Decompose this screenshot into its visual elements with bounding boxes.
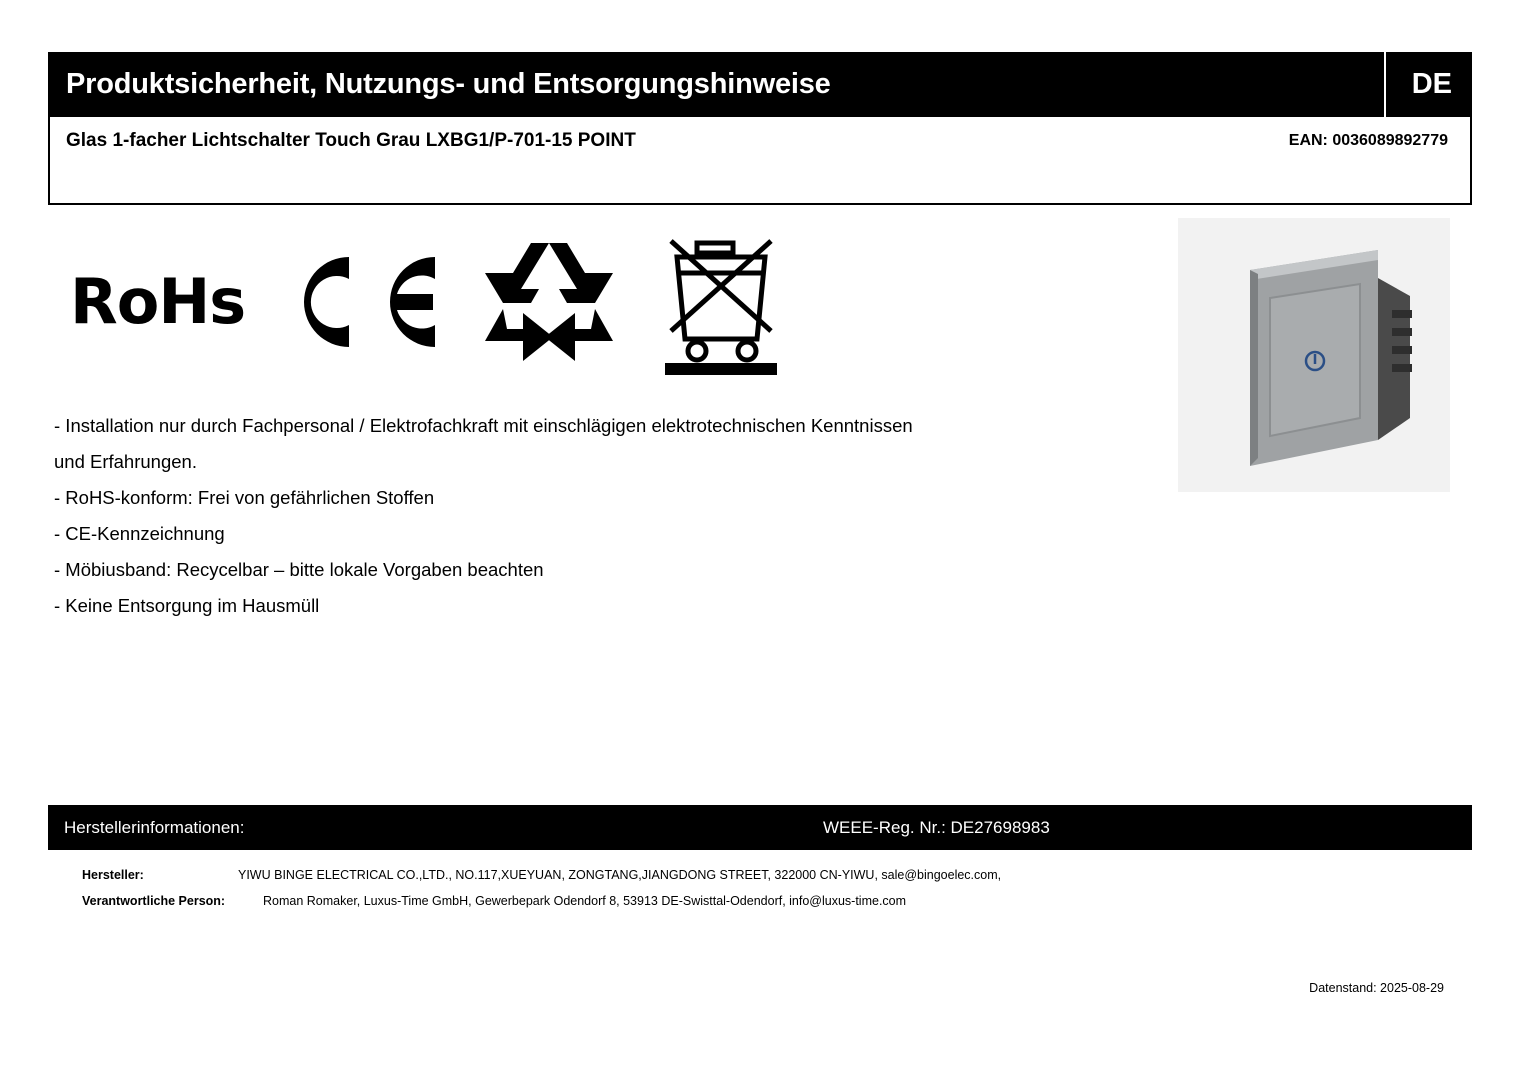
note-line: und Erfahrungen.: [54, 451, 197, 472]
note-line: - Möbiusband: Recycelbar – bitte lokale Vorgaben beachten: [54, 559, 544, 580]
manufacturer-row: [48, 868, 1472, 882]
responsible-person-address: Roman Romaker, Luxus-Time GmbH, Gewerbepark Odendorf 8, 53913 DE-Swisttal-Odendorf, info@luxus-time.com: [263, 894, 907, 908]
datestamp: Datenstand: 2025-08-29: [1309, 981, 1444, 995]
recycle-mobius-icon: [479, 237, 619, 367]
manufacturer-bar: [48, 805, 1472, 850]
ce-mark-icon: [287, 247, 437, 357]
note-line: - Installation nur durch Fachpersonal / Elektrofachkraft mit einschlägigen elektrotechnischen Kenntnissen: [54, 415, 913, 436]
document-header: [48, 52, 1472, 117]
compliance-symbols: [70, 222, 781, 382]
note-line: - CE-Kennzeichnung: [54, 523, 225, 544]
responsible-person-label: Verantwortliche Person:: [82, 894, 226, 908]
manufacturer-label: Hersteller:: [82, 868, 144, 882]
language-badge: DE: [1384, 52, 1452, 117]
product-name: Glas 1-facher Lichtschalter Touch Grau LXBG1/P-701-15 POINT: [66, 130, 636, 151]
note-line: - Keine Entsorgung im Hausmüll: [54, 595, 320, 616]
product-info-box: [48, 117, 1472, 205]
rohs-icon: RoHs: [70, 265, 246, 338]
footer-details: [48, 856, 1472, 995]
weee-bin-icon: [661, 227, 781, 377]
manufacturer-bar-label: Herstellerinformationen:: [64, 817, 245, 837]
weee-registration-number: WEEE-Reg. Nr.: DE27698983: [823, 817, 1050, 837]
manufacturer-address: YIWU BINGE ELECTRICAL CO.,LTD., NO.117,XUEYUAN, ZONGTANG,JIANGDONG STREET, 322000 CN-YIWU, sale@bingoelec.com,: [238, 868, 1002, 882]
product-image: [1178, 218, 1450, 492]
page-title: Produktsicherheit, Nutzungs- und Entsorgungshinweise: [66, 68, 831, 100]
responsible-person-row: [48, 894, 1472, 908]
safety-notes-list: [54, 408, 1154, 624]
product-ean: EAN: 0036089892779: [1288, 132, 1448, 149]
note-line: - RoHS-konform: Frei von gefährlichen Stoffen: [54, 487, 435, 508]
